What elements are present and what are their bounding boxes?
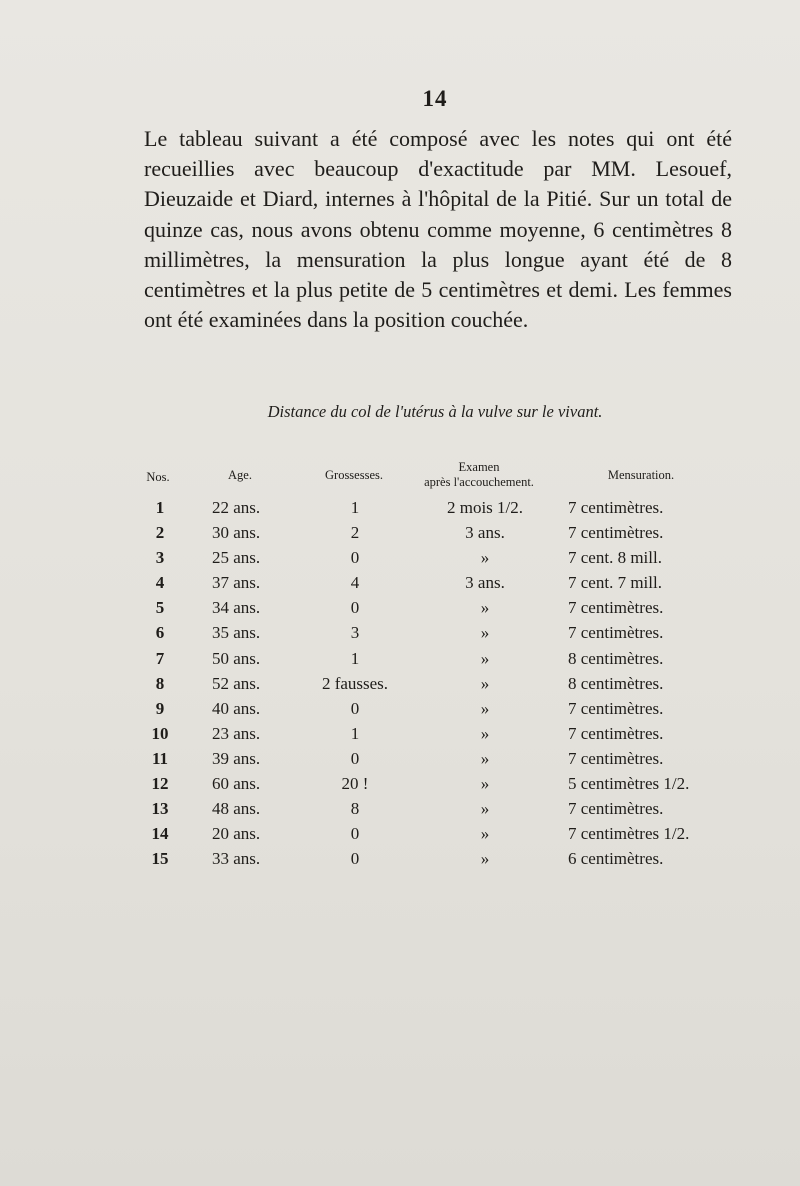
page-number: 14 [422, 86, 448, 111]
table-row [140, 571, 730, 596]
cell-mensuration: 6 centimètres. [568, 849, 664, 869]
cell-mensuration: 7 centimètres. [568, 498, 664, 517]
cell-number: 2 [155, 523, 165, 543]
cell-mensuration: 7 centimètres. [568, 723, 664, 743]
cell-number: 7 [155, 648, 165, 668]
cell-examen: » [480, 774, 490, 794]
cell-mensuration: 7 centimètres. [568, 799, 664, 819]
cell-mensuration: 7 cent. 8 mill. [568, 548, 662, 568]
cell-number: 12 [151, 774, 169, 794]
header-mensuration: Mensuration. [607, 468, 675, 482]
cell-examen: » [480, 723, 490, 743]
cell-age: 48 ans. [212, 799, 261, 819]
cell-examen: 3 ans. [465, 573, 505, 593]
cell-age: 23 ans. [212, 723, 261, 743]
table-row [140, 647, 730, 672]
table-row [140, 496, 730, 521]
cell-examen: » [480, 698, 490, 718]
cell-examen: » [480, 748, 490, 768]
cell-examen: » [480, 548, 490, 568]
table-row [140, 847, 730, 872]
cell-age: 52 ans. [212, 673, 261, 693]
cell-grossesses: 2 [350, 523, 360, 543]
cell-examen: » [480, 673, 490, 693]
table-row [140, 672, 730, 697]
table-row [140, 697, 730, 722]
cell-grossesses: 0 [350, 598, 360, 618]
table-row [140, 546, 730, 571]
cell-number: 3 [155, 548, 165, 568]
cell-number: 6 [155, 623, 165, 643]
cell-age: 39 ans. [212, 748, 261, 768]
cell-mensuration: 7 centimètres. [568, 523, 664, 543]
cell-number: 8 [155, 673, 165, 693]
cell-mensuration: 5 centimètres 1/2. [568, 774, 690, 794]
header-number: Nos. [146, 470, 170, 484]
cell-examen: 3 ans. [465, 523, 505, 543]
cell-grossesses: 1 [350, 498, 360, 517]
cell-number: 15 [151, 849, 169, 869]
cell-grossesses: 0 [350, 748, 360, 768]
cell-grossesses: 1 [350, 723, 360, 743]
table-header [140, 456, 730, 496]
cell-examen: » [480, 623, 490, 643]
cell-mensuration: 7 centimètres. [568, 623, 664, 643]
cell-grossesses: 4 [350, 573, 360, 593]
body-paragraph: Le tableau suivant a été composé avec les notes qui ont été recueillies avec beaucoup d'exactitude par MM. Lesouef, Dieuzaide et Diard, internes à l'hôpital de la Pitié. Sur un total de quinze cas, nous avons obtenu comme moyenne, 6 centimètres 8 millimètres, la mensuration la plus longue ayant été de 8 centimètres et la plus petite de 5 centimètres et demi. Les femmes ont été examinées dans la position couchée. [144, 126, 732, 333]
cell-age: 37 ans. [212, 573, 261, 593]
cell-age: 25 ans. [212, 548, 261, 568]
cell-grossesses: 0 [350, 824, 360, 844]
cell-number: 13 [151, 799, 169, 819]
cell-grossesses: 0 [350, 548, 360, 568]
cell-examen: » [480, 824, 490, 844]
cell-age: 33 ans. [212, 849, 261, 869]
cell-examen: » [480, 849, 490, 869]
cell-number: 5 [155, 598, 165, 618]
cell-mensuration: 7 centimètres 1/2. [568, 824, 690, 844]
cell-mensuration: 8 centimètres. [568, 648, 664, 668]
table-row [140, 797, 730, 822]
cell-mensuration: 7 centimètres. [568, 598, 664, 618]
cell-number: 10 [151, 723, 169, 743]
cell-examen: 2 mois 1/2. [446, 498, 524, 517]
table-row [140, 621, 730, 646]
table-row [140, 722, 730, 747]
cell-age: 35 ans. [212, 623, 261, 643]
cell-number: 9 [155, 698, 165, 718]
cell-age: 22 ans. [212, 498, 261, 517]
cell-examen: » [480, 648, 490, 668]
cell-examen: » [480, 598, 490, 618]
header-examen [402, 460, 556, 490]
measurement-table [140, 456, 730, 872]
cell-age: 60 ans. [212, 774, 261, 794]
table-row [140, 772, 730, 797]
table-caption: Distance du col de l'utérus à la vulve sur le vivant. [267, 402, 603, 421]
cell-number: 4 [155, 573, 165, 593]
cell-grossesses: 0 [350, 698, 360, 718]
table-row [140, 596, 730, 621]
cell-grossesses: 3 [350, 623, 360, 643]
cell-age: 30 ans. [212, 523, 261, 543]
cell-age: 34 ans. [212, 598, 261, 618]
cell-mensuration: 8 centimètres. [568, 673, 664, 693]
cell-grossesses: 1 [350, 648, 360, 668]
cell-grossesses: 20 ! [341, 774, 369, 794]
cell-mensuration: 7 centimètres. [568, 748, 664, 768]
cell-grossesses: 2 fausses. [321, 673, 389, 693]
cell-grossesses: 0 [350, 849, 360, 869]
cell-grossesses: 8 [350, 799, 360, 819]
cell-examen: » [480, 799, 490, 819]
cell-mensuration: 7 centimètres. [568, 698, 664, 718]
header-age: Age. [228, 468, 252, 482]
cell-age: 50 ans. [212, 648, 261, 668]
table-row [140, 747, 730, 772]
cell-number: 11 [151, 748, 169, 768]
cell-age: 20 ans. [212, 824, 261, 844]
header-examen-line1: Examen [458, 460, 500, 474]
table-row [140, 521, 730, 546]
cell-number: 1 [155, 498, 165, 517]
table-row [140, 822, 730, 847]
cell-number: 14 [151, 824, 169, 844]
cell-age: 40 ans. [212, 698, 261, 718]
cell-mensuration: 7 cent. 7 mill. [568, 573, 662, 593]
header-grossesses: Grossesses. [325, 468, 383, 482]
header-examen-line2: après l'accouchement. [424, 475, 534, 489]
